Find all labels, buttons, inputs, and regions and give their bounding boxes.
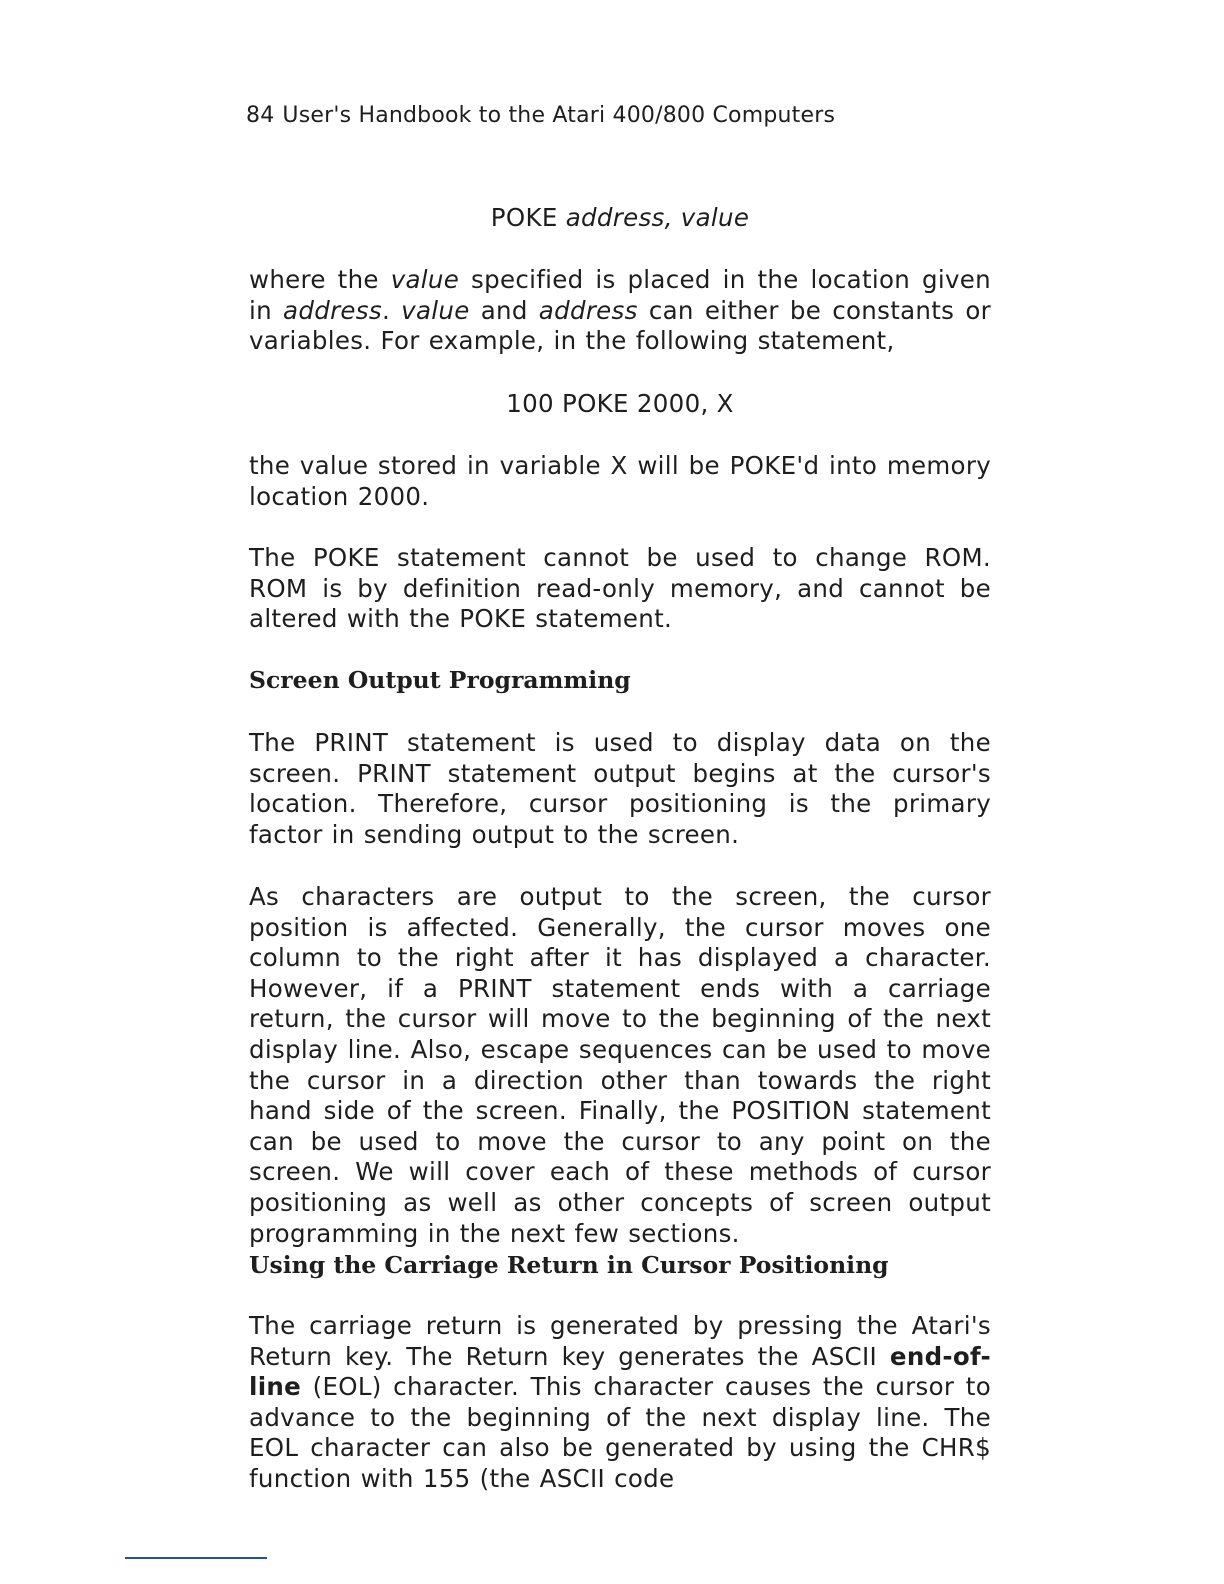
paragraph-print-statement: The PRINT statement is used to display data on the screen. PRINT statement output begins at the cursor's location. Therefore, cursor positioning is the primary factor in sending output to the screen. <box>249 728 991 849</box>
italic-term-value: value <box>401 295 470 325</box>
text-run: (EOL) character. This character causes the cursor to advance to the beginning of the next display line. The EOL character can also be generated by using the CHR$ function with 155 (the ASCII code <box>249 1372 991 1493</box>
text-run: where the <box>249 265 391 294</box>
italic-term-value: value <box>390 265 460 294</box>
paragraph-cursor-position: As characters are output to the screen, the cursor position is affected. Generally, the cursor moves one column to the right after it has displayed a character. However, if a PRINT statement ends with a carriage return, the cursor will move to the beginning of the next display line. Also, escape sequences can be used to move the cursor in a direction other than towards the right hand side of the screen. Finally, the POSITION statement can be used to move the cursor to any point on the screen. We will cover each of these methods of cursor positioning as well as other concepts of screen output programming in the next few sections. <box>249 882 991 1248</box>
paragraph-poke-description <box>249 265 991 357</box>
text-run: The carriage return is generated by pressing the Atari's Return key. The Return key generates the ASCII <box>249 1311 991 1371</box>
paragraph-poke-example-explanation: the value stored in variable X will be POKE'd into memory location 2000. <box>249 451 991 511</box>
italic-term-address: address <box>538 295 638 325</box>
book-title: User's Handbook to the Atari 400/800 Computers <box>282 103 836 128</box>
paragraph-carriage-return <box>249 1311 991 1495</box>
poke-example-line: 100 POKE 2000, X <box>506 389 734 418</box>
italic-term-address: address <box>283 295 382 325</box>
text-run: can either be constants or variables. For example, in the following statement, <box>249 295 991 356</box>
paragraph-poke-rom: The POKE statement cannot be used to change ROM. ROM is by definition read-only memory, and cannot be altered with the POKE statement. <box>249 543 991 634</box>
page-number: 84 <box>246 103 275 128</box>
text-run: specified is placed in the location given in <box>249 265 991 325</box>
heading-carriage-return: Using the Carriage Return in Cursor Positioning <box>249 1251 889 1279</box>
poke-syntax-line <box>249 203 991 233</box>
footnote-rule <box>125 1557 267 1559</box>
bold-term-end-of-line: end-of-line <box>249 1341 991 1402</box>
running-head <box>246 103 835 128</box>
poke-keyword: POKE <box>490 203 558 232</box>
heading-screen-output-programming: Screen Output Programming <box>249 666 631 694</box>
poke-arguments: address, value <box>565 203 750 232</box>
text-run: and <box>469 295 539 325</box>
text-run: . <box>381 295 402 325</box>
